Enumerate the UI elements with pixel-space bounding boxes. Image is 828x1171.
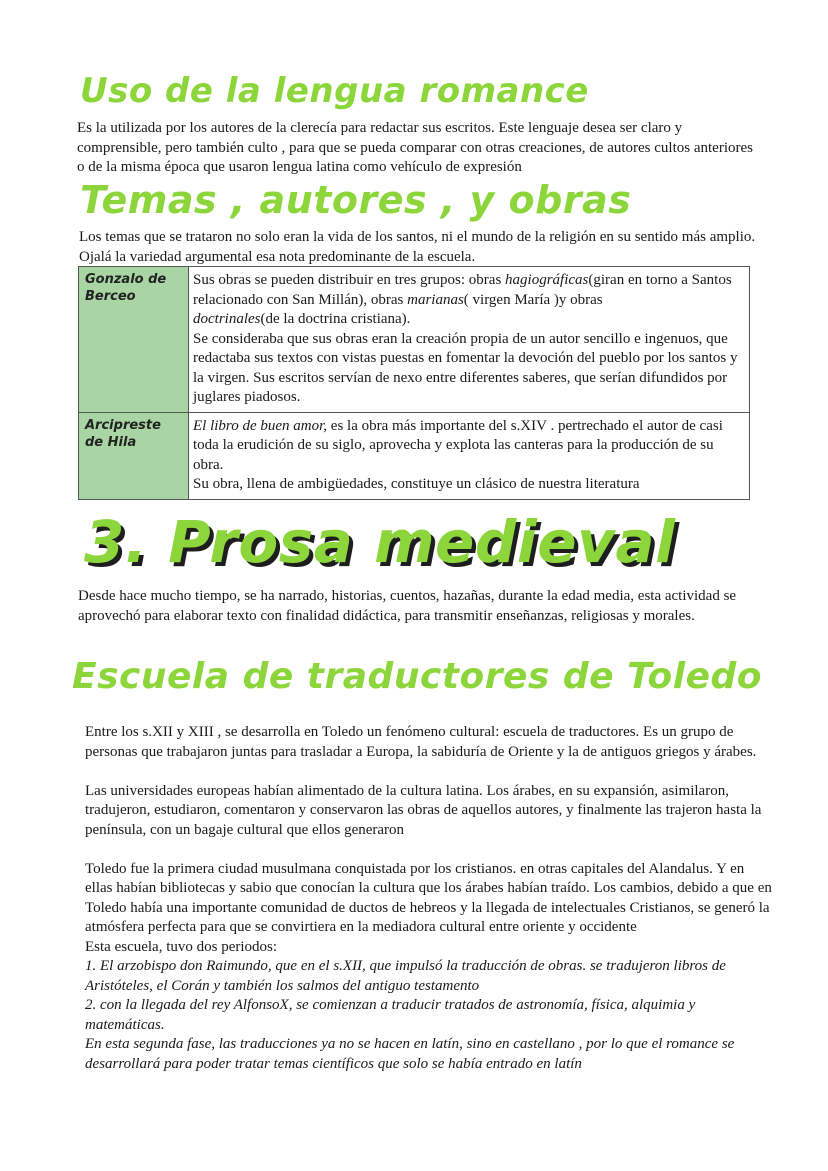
description-text: (de la doctrina cristiana). (260, 311, 411, 327)
description-text: es la obra más importante del s.XIV . pertrechado el autor de casi toda la erudición de su siglo, aprovecha y explota las canteras para la producción de su obra. (193, 417, 723, 473)
table-row (79, 267, 750, 413)
description-text: Sus obras se pueden distribuir en tres grupos: obras (193, 272, 506, 288)
description-italic: hagiográficas (505, 272, 589, 288)
paragraph: Esta escuela, tuvo dos periodos: (85, 938, 278, 955)
period-item: 1. El arzobispo don Raimundo, que en el s.XII, que impulsó la traducción de obras. se tradujeron libros de Aristóteles, el Corán y también los salmos del antiguo testamento (85, 958, 726, 994)
table-row (79, 412, 750, 499)
paragraph: Las universidades europeas habían alimentado de la cultura latina. Los árabes, en su expansión, asimilaron, tradujeron, estudiaron, comentaron y conservaron las obras de aquellos autores, y finalmente las trajeron hasta la península, con un bagaje cultural que ellos generaron (85, 782, 762, 838)
paragraph: Toledo fue la primera ciudad musulmana conquistada por los cristianos. en otras capitales del Alandalus. Y en ellas habían bibliotecas y sabio que conocían la cultura que los árabes habían traído. Los cambios, debido a que en Toledo había una importante comunidad de ductos de hebreos y la llegada de intelectuales Cristianos, se generó la atmósfera perfecta para que se convirtiera en la mediadora cultural entre oriente y occidente (85, 860, 772, 935)
description-cell (189, 267, 750, 413)
description-text: ( virgen María )y obras (463, 291, 603, 308)
description-text: Se consideraba que sus obras eran la creación propia de un autor sencillo e ingenuos, que redactaba sus textos con vistas puestas en fomentar la devoción del pueblo por los santos y la virgen. Sus escritos servían de nexo entre diferentes saberes, que serían difundidos por juglares piadosos. (193, 330, 738, 405)
paragraph: Entre los s.XII y XIII , se desarrolla en Toledo un fenómeno cultural: escuela de traductores. Es un grupo de personas que trabajaron juntas para trasladar a Europa, la sabiduría de Oriente y la de antiguos griegos y árabes. (85, 724, 757, 760)
description-italic: marianas (407, 291, 464, 308)
author-cell: Arcipreste de Hila (79, 412, 189, 499)
heading-prosa-medieval: 3. Prosa medieval (84, 508, 676, 576)
description-text: Su obra, llena de ambigüedades, constituye un clásico de nuestra literatura (193, 476, 640, 492)
paragraph-italic: En esta segunda fase, las traducciones ya no se hacen en latín, sino en castellano , por lo que el romance se desarrollará para poder tratar temas científicos que solo se había entrado en latín (85, 1036, 735, 1072)
description-cell (189, 412, 750, 499)
paragraph-prosa-medieval: Desde hace mucho tiempo, se ha narrado, historias, cuentos, hazañas, durante la edad media, esta actividad se aprovechó para elaborar texto con finalidad didáctica, para transmitir enseñanzas, religiosas y morales. (78, 588, 737, 624)
description-text: (giran en torno a Santos relacionado con San Millán), obras (193, 272, 732, 308)
authors-table (78, 266, 750, 500)
heading-temas-autores-obras: Temas , autores , y obras (80, 178, 632, 222)
paragraph-lengua-romance: Es la utilizada por los autores de la clerecía para redactar sus escritos. Este lenguaje desea ser claro y comprensible, pero también culto , para que se pueda comparar con otras creaciones, de autores cultos anteriores o de la misma época que usaron lengua latina como vehículo de expresión (77, 120, 753, 175)
author-cell: Gonzalo de Berceo (79, 267, 189, 413)
escuela-traductores-body (85, 723, 775, 1074)
period-item: 2. con la llegada del rey AlfonsoX, se comienzan a traducir tratados de astronomía, física, alquimia y matemáticas. (85, 997, 696, 1033)
heading-escuela-traductores: Escuela de traductores de Toledo (72, 656, 762, 697)
description-italic: El libro de buen amor, (193, 417, 328, 434)
heading-uso-lengua-romance: Uso de la lengua romance (80, 71, 589, 111)
paragraph-temas: Los temas que se trataron no solo eran la vida de los santos, ni el mundo de la religión en su sentido más amplio. Ojalá la variedad argumental esa nota predominante de la escuela. (79, 229, 756, 265)
description-italic: doctrinales (193, 311, 261, 327)
